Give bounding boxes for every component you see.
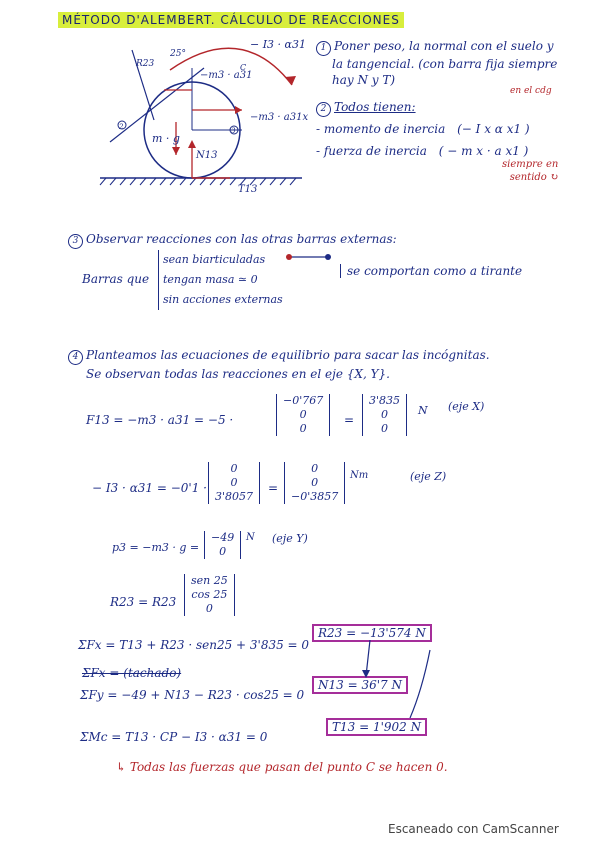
condition-2: tengan masa ≃ 0 <box>163 273 258 286</box>
vec-entry: 0 <box>299 422 307 435</box>
ground-hatching <box>100 178 296 185</box>
step-2-item-1-formula: (− I x α x1 ) <box>457 122 530 136</box>
x-force-arrowhead <box>235 106 242 114</box>
step-1-line-1: Poner peso, la normal con el suelo y <box>334 39 554 53</box>
crossed-equation: ΣFx = (tachado) <box>82 666 182 680</box>
vec-entry: 0 <box>219 545 227 558</box>
step-4-line-2: Se observan todas las reacciones en el eje {X, Y}. <box>86 367 390 381</box>
weight-arrowhead <box>172 147 180 155</box>
vec-entry: 0 <box>311 476 319 489</box>
eq-F13-axis: (eje X) <box>448 400 485 413</box>
step-4-line-1: Planteamos las ecuaciones de equilibrio para sacar las incógnitas. <box>86 348 490 362</box>
eq-F13-vec1 <box>276 394 330 436</box>
step-1-number: 1 <box>316 41 331 56</box>
step-2-heading: Todos tienen: <box>334 100 416 114</box>
vec-entry: 0 <box>381 422 389 435</box>
step-2-item-2: - fuerza de inercia <box>316 144 427 158</box>
step-2-number: 2 <box>316 102 331 117</box>
vec-entry: −0'767 <box>283 394 324 407</box>
vec-entry: 0 <box>381 408 389 421</box>
eq-I3-unit: Nm <box>350 470 369 481</box>
vec-entry: 0 <box>311 462 319 475</box>
two-force-bar-sketch <box>284 250 334 264</box>
label-tangential-force: −m3 · a31 <box>200 70 253 81</box>
eq-p3-lhs: p3 = −m3 · g = <box>112 541 200 554</box>
vec-entry: −0'3857 <box>291 490 339 503</box>
dalembert-diagram <box>92 30 312 195</box>
label-angle: 25° <box>170 49 186 59</box>
condition-1: sean biarticuladas <box>163 253 266 266</box>
eq-I3-equals: = <box>268 481 279 495</box>
behave-as-tie: se comportan como a tirante <box>340 264 522 278</box>
eq-F13-vec2 <box>362 394 407 436</box>
step-2-note-bottom <box>502 158 558 184</box>
bar-R23 <box>110 68 204 142</box>
eq-p3-axis: (eje Y) <box>272 532 308 545</box>
eq-R23-vec <box>184 574 235 616</box>
step-2-item-2-formula: ( − m x · a x1 ) <box>438 144 529 158</box>
vec-entry: 0 <box>230 462 238 475</box>
eq-I3-lhs: − I3 · α31 = −0'1 · <box>92 481 207 495</box>
eq-F13-equals: = <box>344 413 355 427</box>
step-1-line-3: hay N y T) <box>332 73 396 87</box>
step-1-line-2: la tangencial. (con barra fija siempre <box>332 57 558 71</box>
step-3-number: 3 <box>68 234 83 249</box>
eq-sum-mc: ΣMc = T13 · CP − I3 · α31 = 0 <box>80 730 268 744</box>
vec-entry: 3'835 <box>369 394 401 407</box>
vec-entry: cos 25 <box>191 588 228 601</box>
vec-entry: −49 <box>211 531 235 544</box>
result-N13: N13 = 36'7 N <box>312 676 408 694</box>
label-x-force: −m3 · a31x <box>250 112 309 123</box>
eq-p3-unit: N <box>246 532 255 543</box>
label-weight: m · g <box>152 132 180 145</box>
vec-entry: 0 <box>299 408 307 421</box>
vec-entry: 0 <box>230 476 238 489</box>
result-R23: R23 = −13'574 N <box>312 624 432 642</box>
result-connectors <box>360 640 440 720</box>
eq-I3-vec1 <box>208 462 260 504</box>
result-T13: T13 = 1'902 N <box>326 718 427 736</box>
page-title: MÉTODO D'ALEMBERT. CÁLCULO DE REACCIONES <box>58 12 404 28</box>
eq-I3-vec2 <box>284 462 345 504</box>
condition-3: sin acciones externas <box>163 293 283 306</box>
vec-entry: 3'8057 <box>215 490 254 503</box>
step-2-note-top: en el cdg <box>510 86 552 96</box>
eq-p3-vec <box>204 531 241 559</box>
step-1 <box>316 38 557 88</box>
step-2-item-1: - momento de inercia <box>316 122 446 136</box>
bar-conditions <box>158 250 283 310</box>
bars-que-label: Barras que <box>82 272 150 286</box>
eq-I3-axis: (eje Z) <box>410 470 447 483</box>
normal-arrowhead <box>188 140 196 148</box>
label-point-2: 2 <box>119 123 124 131</box>
eq-F13-unit: N <box>418 404 428 417</box>
step-3 <box>68 232 397 249</box>
eq-F13-lhs: F13 = −m3 · a31 = −5 · <box>86 413 234 427</box>
label-N13: N13 <box>196 150 218 161</box>
step-3-text: Observar reacciones con las otras barras externas: <box>86 232 397 246</box>
step-2-note-bottom-1: siempre en <box>502 159 559 170</box>
step-2-note-bottom-2: sentido ↻ <box>509 172 559 183</box>
label-point-3: 3 <box>231 127 236 135</box>
eq-sum-fy: ΣFy = −49 + N13 − R23 · cos25 = 0 <box>80 688 305 702</box>
camscanner-footer: Escaneado con CamScanner <box>388 822 559 836</box>
eq-sum-fx: ΣFx = T13 + R23 · sen25 + 3'835 = 0 <box>78 638 310 652</box>
label-R23: R23 <box>136 59 155 69</box>
vec-entry: sen 25 <box>191 574 228 587</box>
step-4-number: 4 <box>68 350 83 365</box>
label-tangential-sup: C <box>240 63 247 72</box>
vec-entry: 0 <box>205 602 213 615</box>
step-4 <box>68 346 490 383</box>
eq-R23-lhs: R23 = R23 <box>110 595 177 609</box>
step-2 <box>316 96 530 162</box>
label-T13: T13 <box>238 184 258 195</box>
label-inertia-torque: − I3 · α31 <box>250 38 306 51</box>
note-point-c: ↳ Todas las fuerzas que pasan del punto C se hacen 0. <box>116 760 448 774</box>
